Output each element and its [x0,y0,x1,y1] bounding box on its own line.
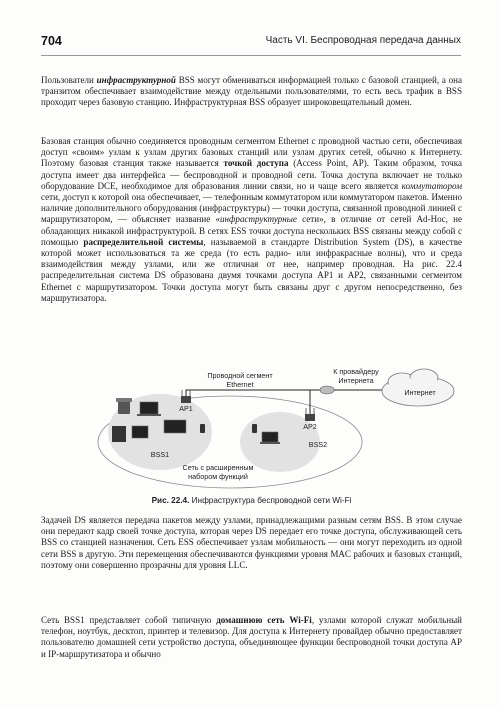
paragraph-2-text-3: сети, доступ к которой она обеспечивает, — телефонным коммутатором или коммутатором пакетов. Именно наличие дополнительного оборудования (инфраструктуры) — точки доступа, связанной проводной линией с маршрутизатором, — объясняет название « [41,192,462,225]
figure-22-4 [90,366,470,491]
paragraph-1 [41,75,462,109]
paragraph-3-text: Задачей DS является передача пакетов между узлами, принадлежащими разным сетям BSS. В этом случае они передают кадр своей точке доступа, которая через DS передает его точке доступа, обслуживающей сеть BSS со станцией назначения. Сеть ESS обеспечивает узлам мобильность — они могут переходить из одной сети BSS в другую. Эти перемещения обеспечиваются функциями уровня MAC рабочих и базовых станций, поэтому они совершенно прозрачны для уровня LLC. [41,515,462,570]
term-switch: коммутатором [401,180,462,191]
label-bss1: BSS1 [150,450,170,459]
desktop-tower-icon [112,426,126,442]
laptop-base-icon [137,414,161,416]
paragraph-4-text: Сеть BSS1 представляет собой типичную [41,615,217,625]
router-icon [320,386,334,394]
laptop-icon [140,402,158,414]
term-infrastructural: инфраструктурные [220,214,297,225]
label-internet: Интернет [404,388,436,397]
chapter-title: Часть VI. Беспроводная передача данных [265,35,461,46]
label-ap2: AP2 [303,422,317,431]
caption-number: Рис. 22.4. [151,496,190,505]
printer-top-icon [116,398,132,402]
figure-caption [41,496,462,505]
paragraph-2 [41,136,462,304]
paragraph-1-text-cont: BSS могут обмениваться информацией только с базовой станцией, а она транзитом обеспечивает взаимодействие между отдельными пользователями, то есть весь трафик в BSS проходит через базовую станцию. Инфраструктурная BSS образует широковещательный домен. [41,75,462,108]
page-number: 704 [41,34,62,48]
phone-icon [200,424,205,433]
term-access-point: точкой доступа [223,158,289,169]
paragraph-2-text-5: , называемой в стандарте Distribution System (DS), в качестве которой может использоваться та же среда (то есть радио- или инфракрасные волны), что и среда взаимодействия между узлами, или же отличная от нее, например проводная. На рис. 22.4 распределительная система DS образована двумя точками доступа AP1 и AP2, связанными сегментом Ethernet с маршрутизатором. Точки доступа могут быть связаны друг с другом непосредственно, без маршрутизатора. [41,236,462,303]
monitor-icon [132,426,148,438]
network-diagram [90,366,470,491]
header-rule [41,55,461,56]
paragraph-2-text-4: сети», в отличие от сетей Ad-Hoc, не обладающих никакой инфраструктурой. В сетях ESS точки доступа нескольких BSS связаны между собой с помощью [41,214,463,247]
paragraph-2-text-2: (Access Point, AP). Таким образом, точка доступа имеет два интерфейса — беспроводной и проводной сети. Точка доступа включает не только оборудование DCE, необходимое для образования линии связи, но и чаще всего является [41,158,462,191]
tv-icon [164,420,186,433]
label-ap1: AP1 [179,404,193,413]
caption-text: Инфраструктура беспроводной сети Wi-Fi [189,496,352,505]
label-wired-segment: Проводной сегмент Ethernet [207,371,273,389]
paragraph-4 [41,615,462,660]
term-infrastructure: инфраструктурной [96,75,176,85]
paragraph-3 [41,515,462,571]
label-ess: Сеть с расширенным набором функций [182,463,254,481]
label-bss2: BSS2 [308,440,328,449]
printer-icon [118,400,130,414]
paragraph-1-text: Пользователи [41,75,97,85]
phone-icon [252,424,257,433]
page-header [41,34,461,50]
paragraph-2-text: Базовая станция обычно соединяется проводным сегментом Ethernet с проводной частью сети, обеспечивая доступ «своим» узлам к узлам других базовых станций или узлам других сетей, обычно к Интернету. Поэтому базовая станция также называется [41,136,462,169]
laptop-icon [262,432,278,442]
label-provider: К провайдеру Интернета [333,367,379,385]
laptop-base-icon [260,442,280,444]
paragraph-4-text-cont: , узлами которой служат мобильный телефон, ноутбук, десктоп, принтер и телевизор. Для доступа к Интернету провайдер обычно предоставляет пользователю домашней сети устройство доступа, объединяющее функции беспроводной точки доступа AP и IP-маршрутизатора и обычно [41,615,462,659]
ethernet-segment-line [186,390,310,414]
term-distribution-system: распределительной системы [83,236,204,247]
term-home-wifi: домашнюю сеть Wi-Fi [216,615,312,625]
